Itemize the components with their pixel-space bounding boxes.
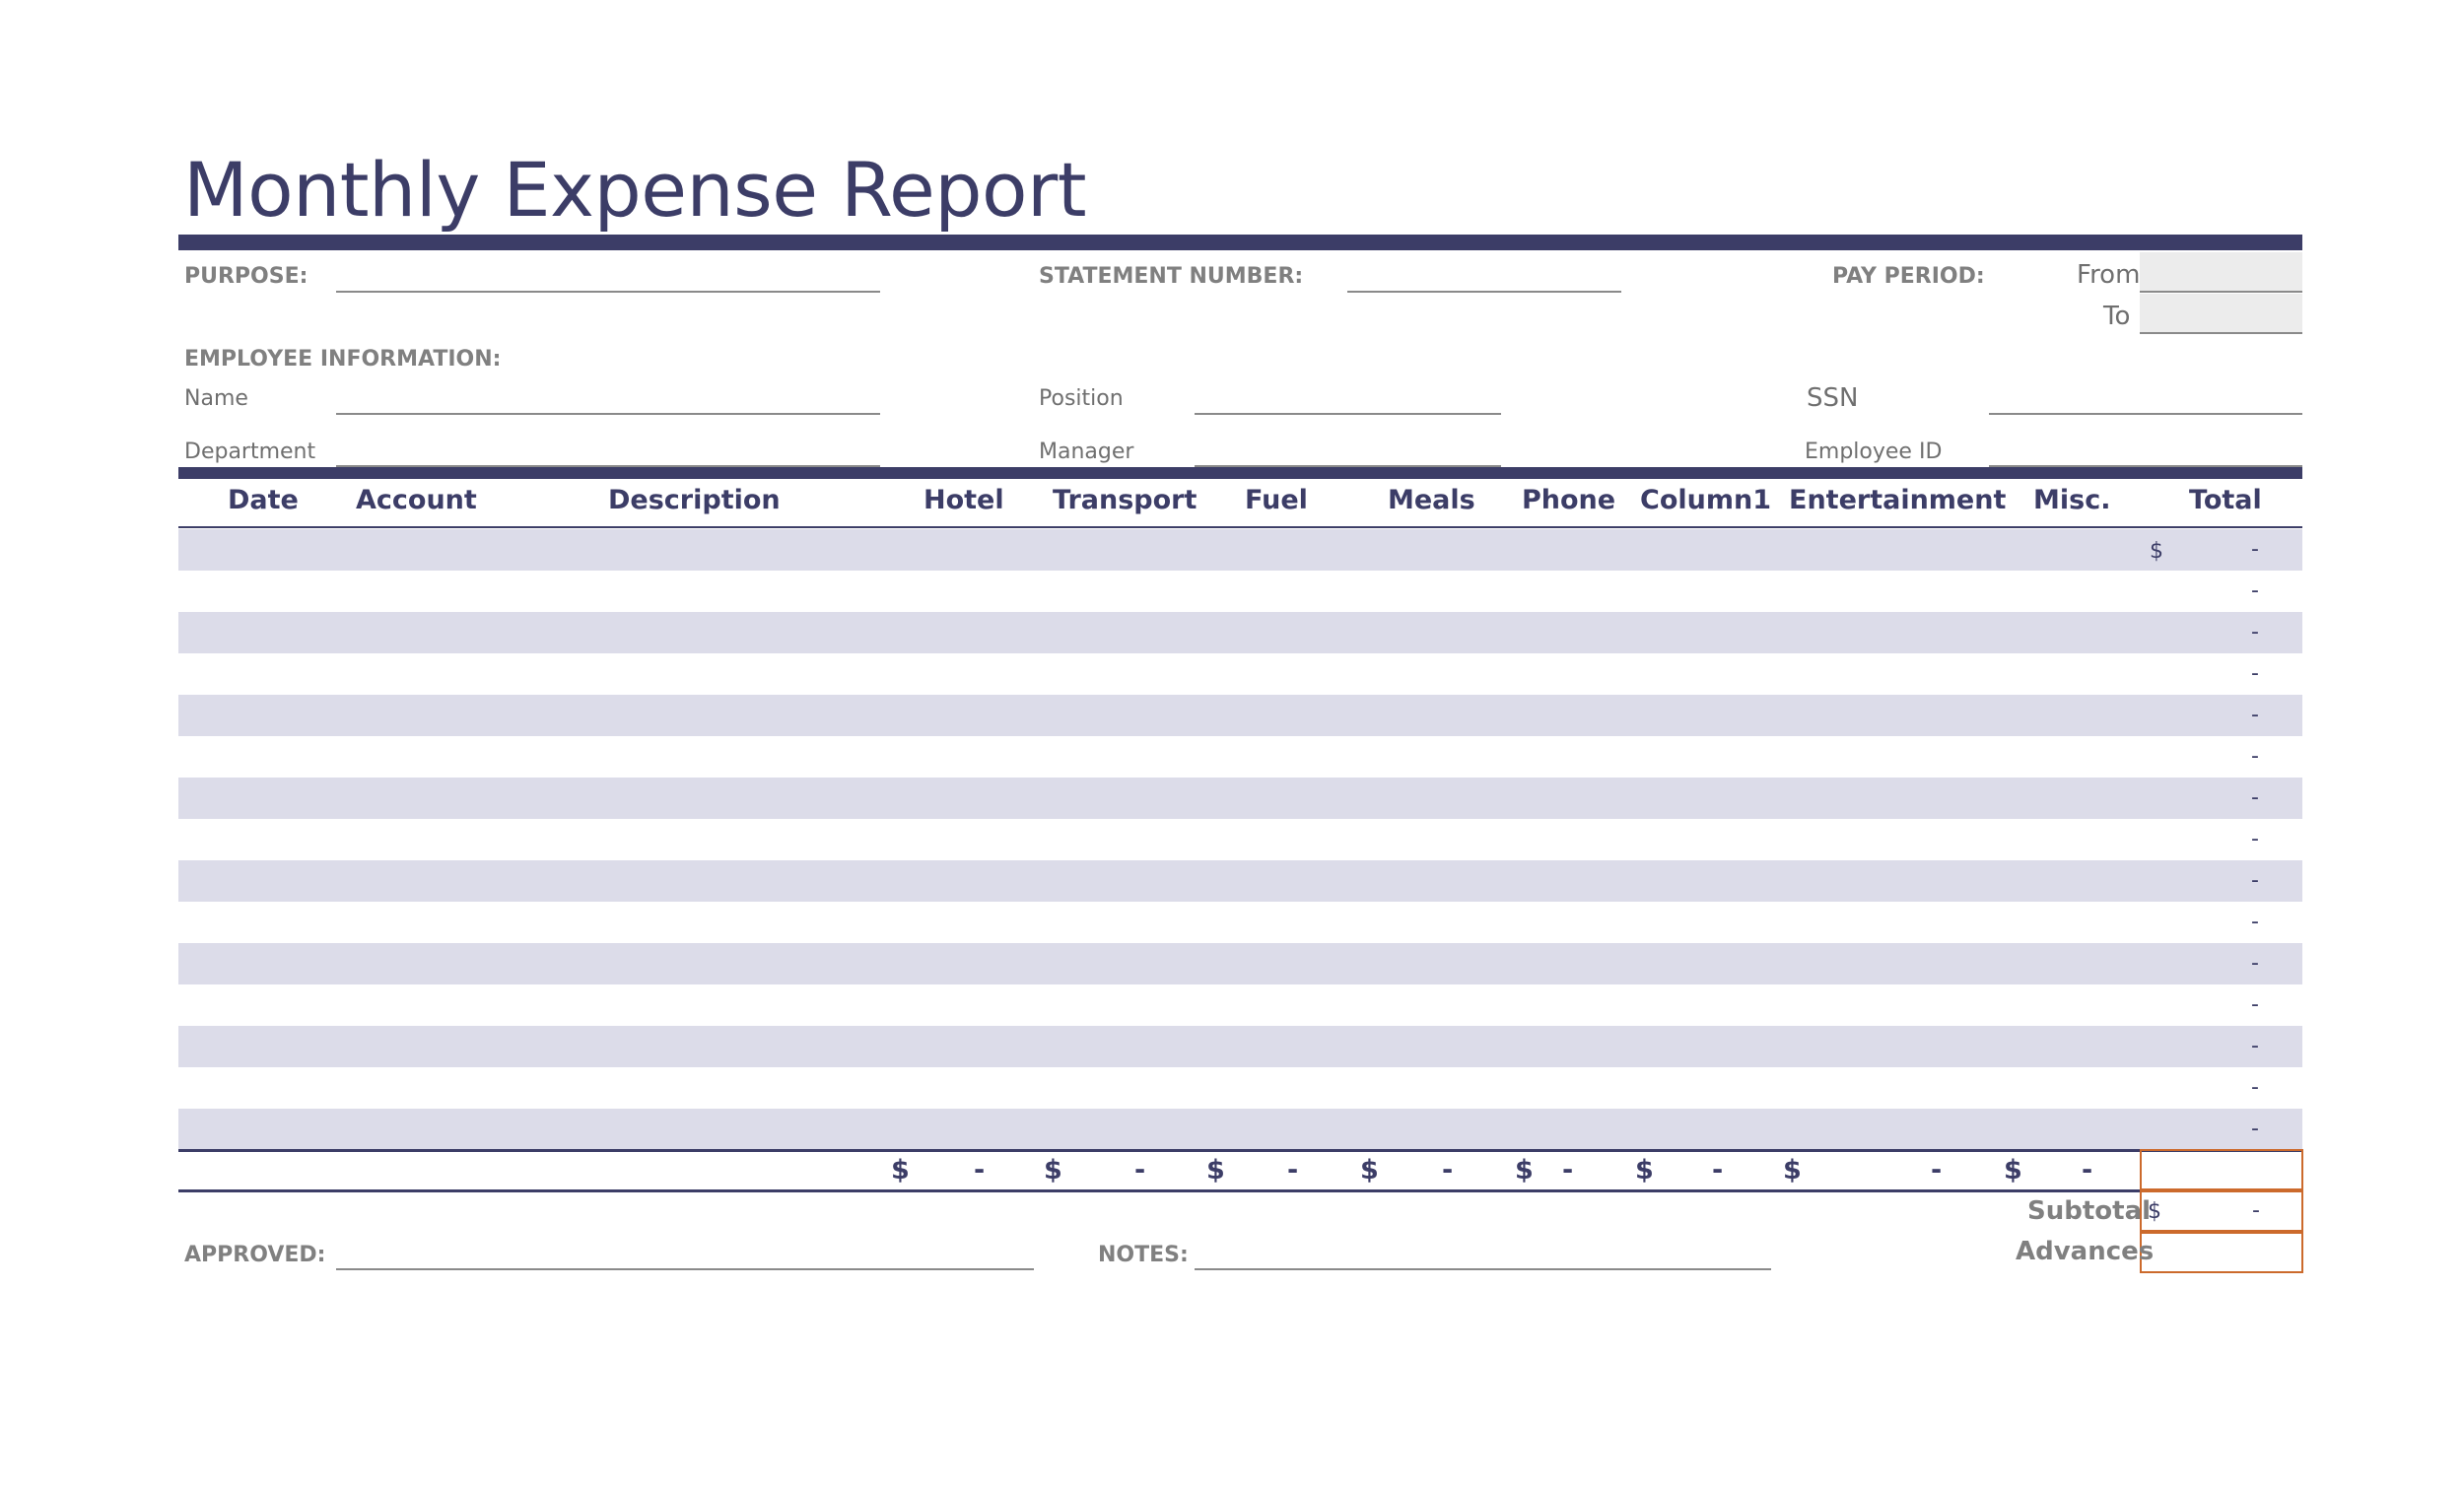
ssn-label: SSN [1807,383,1859,413]
name-label: Name [184,386,248,411]
column-header-description: Description [608,485,781,515]
table-row[interactable] [178,529,2302,571]
column-header-entertainment: Entertainment [1789,485,2007,515]
table-row[interactable] [178,571,2302,612]
table-row[interactable] [178,819,2302,860]
row-total: - [2251,992,2259,1017]
row-total-currency: $ [2150,539,2163,564]
column-header-date: Date [228,485,299,515]
approved-field[interactable] [336,1268,1034,1270]
table-row[interactable] [178,612,2302,653]
column-header-hotel: Hotel [924,485,1004,515]
advances-cell[interactable] [2140,1232,2303,1273]
misc-total-currency: $ [2004,1155,2022,1186]
row-total: - [2251,578,2259,603]
column-header-fuel: Fuel [1245,485,1308,515]
ssn-field[interactable] [1989,413,2302,415]
table-row[interactable] [178,943,2302,984]
entertainment-total-currency: $ [1783,1155,1802,1186]
table-row[interactable] [178,902,2302,943]
hotel-total-currency: $ [891,1155,910,1186]
column-header-phone: Phone [1522,485,1616,515]
approved-label: APPROVED: [184,1243,326,1267]
table-row[interactable] [178,1026,2302,1067]
position-field[interactable] [1195,413,1501,415]
subtotal-value: - [2252,1198,2260,1223]
misc-total-value: - [2082,1155,2093,1186]
row-total: - [2251,744,2259,769]
column-header-total: Total [2189,485,2262,515]
employee-id-label: Employee ID [1805,440,1943,464]
manager-label: Manager [1039,440,1134,464]
row-total: - [2251,661,2259,686]
table-row[interactable] [178,778,2302,819]
transport-total-currency: $ [1044,1155,1062,1186]
subtotal-currency: $ [2148,1199,2161,1224]
table-row[interactable] [178,1109,2302,1150]
position-label: Position [1039,386,1124,411]
subtotal-cell[interactable] [2140,1190,2303,1232]
subtotal-label: Subtotal [2027,1196,2152,1226]
from-label: From [2077,260,2141,290]
title-band [178,235,2302,250]
column-header-column1: Column1 [1640,485,1771,515]
table-row[interactable] [178,695,2302,736]
department-label: Department [184,440,316,464]
column1-total-value: - [1712,1155,1724,1186]
column-header-transport: Transport [1053,485,1198,515]
header-rule [178,526,2302,528]
transport-total-value: - [1134,1155,1146,1186]
row-total: - [2251,1075,2259,1100]
row-total: - [2251,620,2259,644]
to-label: To [2103,302,2131,331]
statement-number-label: STATEMENT NUMBER: [1039,264,1304,289]
column-header-meals: Meals [1388,485,1475,515]
row-total: - [2251,910,2259,934]
notes-label: NOTES: [1098,1243,1189,1267]
phone-total-currency: $ [1515,1155,1534,1186]
fuel-total-value: - [1287,1155,1299,1186]
hotel-total-value: - [974,1155,986,1186]
notes-field[interactable] [1195,1268,1771,1270]
row-total: - [2251,827,2259,851]
to-field[interactable] [2140,294,2302,334]
row-total: - [2251,951,2259,976]
name-field[interactable] [336,413,880,415]
page-title: Monthly Expense Report [183,146,1087,234]
column-header-misc: Misc. [2033,485,2111,515]
table-row[interactable] [178,736,2302,778]
row-total: - [2251,1034,2259,1058]
purpose-label: PURPOSE: [184,264,308,289]
column1-total-currency: $ [1635,1155,1654,1186]
table-top-band [178,467,2302,479]
table-row[interactable] [178,860,2302,902]
grand-total-cell[interactable] [2140,1149,2303,1190]
from-field[interactable] [2140,252,2302,293]
fuel-total-currency: $ [1206,1155,1225,1186]
table-row[interactable] [178,653,2302,695]
pay-period-label: PAY PERIOD: [1832,264,1985,289]
advances-label: Advances [2016,1237,2155,1266]
entertainment-total-value: - [1931,1155,1943,1186]
table-row[interactable] [178,1067,2302,1109]
meals-total-value: - [1442,1155,1454,1186]
meals-total-currency: $ [1360,1155,1379,1186]
row-total: - [2251,703,2259,727]
phone-total-value: - [1562,1155,1574,1186]
statement-number-field[interactable] [1347,291,1621,293]
row-total: - [2251,868,2259,893]
employee-information-label: EMPLOYEE INFORMATION: [184,347,502,372]
column-header-account: Account [356,485,477,515]
row-total: - [2251,785,2259,810]
row-total: - [2251,1117,2259,1141]
totals-top-rule [178,1149,2302,1152]
purpose-field[interactable] [336,291,880,293]
totals-bottom-rule [178,1189,2302,1192]
row-total: - [2251,537,2259,562]
table-row[interactable] [178,984,2302,1026]
